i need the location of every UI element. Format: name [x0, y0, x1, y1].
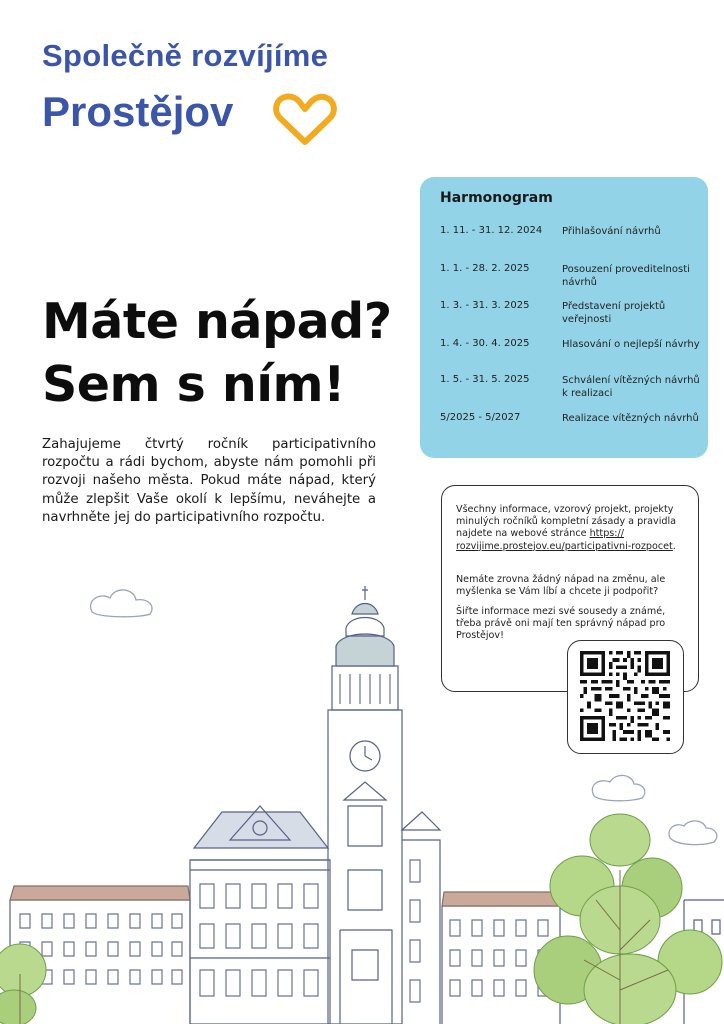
harmonogram-date: 1. 4. - 30. 4. 2025 [440, 338, 530, 349]
harmonogram-date: 1. 11. - 31. 12. 2024 [440, 225, 543, 236]
info-paragraph-1 [456, 504, 684, 553]
harmonogram-title: Harmonogram [440, 190, 553, 206]
heart-outline-icon [270, 90, 340, 148]
intro-paragraph: Zahajujeme čtvrtý ročník participativního rozpočtu a rádi bychom, abyste nám pomohli při rozvoji našeho města. Pokud máte nápad, který může zlepšit Vaše okolí k lepšímu, neváhejte a navrhněte jej do participativního rozpočtu. [42, 437, 376, 525]
harmonogram-date: 1. 1. - 28. 2. 2025 [440, 263, 530, 274]
cloud-icon [91, 590, 152, 617]
town-hall-illustration [0, 570, 724, 1024]
harmonogram-date: 5/2025 - 5/2027 [440, 412, 521, 423]
tree-icon [0, 944, 46, 1024]
harmonogram-text: Realizace vítězných návrhů [562, 413, 699, 424]
info-paragraph-2: Nemáte zrovna žádný nápad na změnu, ale myšlenka se Vám líbí a chcete ji podpořit? [456, 574, 666, 598]
tree-icon [534, 814, 722, 1024]
cloud-icon [592, 775, 644, 800]
harmonogram-box [420, 177, 708, 458]
cloud-icon [669, 821, 717, 845]
logo-line2: Prostějov [42, 88, 234, 135]
harmonogram-text: Přihlašování návrhů [562, 226, 661, 237]
logo-line1: Společně rozvíjíme [42, 38, 329, 73]
harmonogram-text: Posouzení proveditelnosti návrhů [562, 264, 690, 288]
headline-line1: Máte nápad? [42, 293, 392, 350]
harmonogram-text: Představení projektů veřejnosti [562, 301, 666, 325]
harmonogram-date: 1. 5. - 31. 5. 2025 [440, 374, 530, 385]
headline-line2: Sem s ním! [42, 356, 345, 413]
info-text: Všechny informace, vzorový projekt, projekty minulých ročníků kompletní zásady a pravidla najdete na webové stránce [456, 504, 677, 540]
headline [42, 290, 392, 416]
harmonogram-text: Schválení vítězných návrhů k realizaci [562, 375, 700, 399]
harmonogram-text: Hlasování o nejlepší návrhy [562, 339, 700, 350]
info-paragraph-3: Šiřte informace mezi své sousedy a známé, třeba právě oni mají ten správný nápad pro Prostějov! [456, 606, 666, 642]
website-link[interactable]: https:// rozvijime.prostejov.eu/participativni-rozpocet [456, 528, 673, 552]
harmonogram-date: 1. 3. - 31. 3. 2025 [440, 300, 530, 311]
info-link-end: . [672, 540, 676, 552]
